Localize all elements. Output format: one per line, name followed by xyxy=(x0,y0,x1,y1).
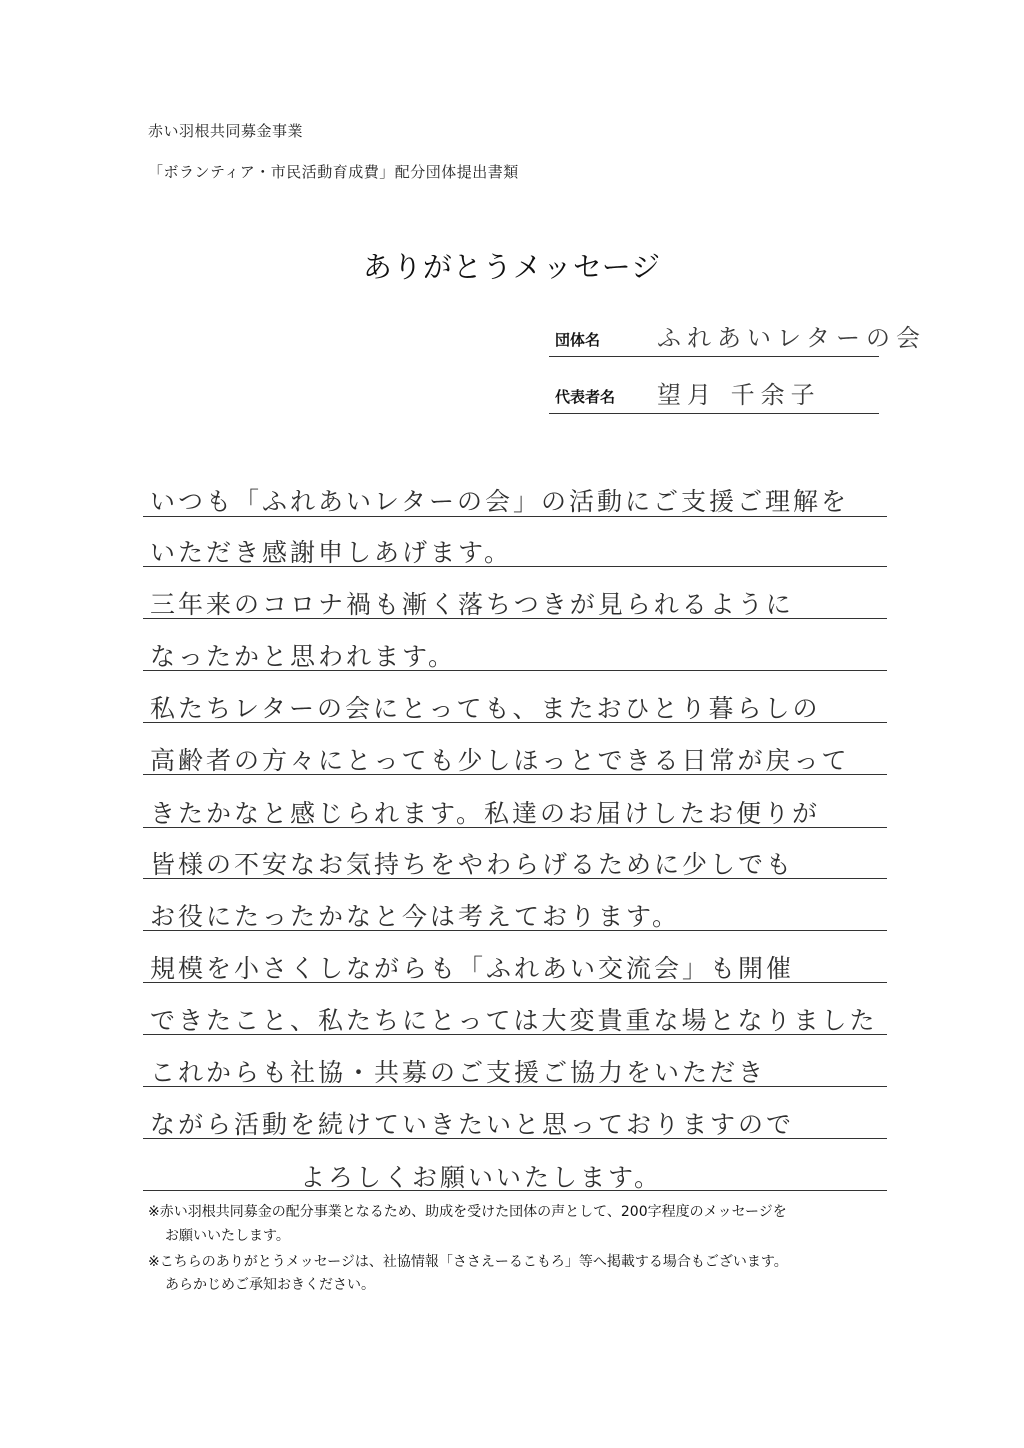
organization-label: 団体名 xyxy=(555,331,601,349)
message-line: 規模を小さくしながらも「ふれあい交流会」も開催 xyxy=(150,954,795,983)
message-line: お役にたったかなと今は考えております。 xyxy=(150,902,681,931)
document-type: 「ボランティア・市民活動育成費」配分団体提出書類 xyxy=(148,163,519,181)
message-line: ながら活動を続けていきたいと思っておりますので xyxy=(150,1110,795,1139)
message-line: 皆様の不安なお気持ちをやわらげるために少しでも xyxy=(150,850,795,879)
representative-field xyxy=(549,373,879,414)
message-line: 私たちレターの会にとっても、またおひとり暮らしの xyxy=(150,694,821,723)
message-line: これからも社協・共募のご支援ご協力をいただき xyxy=(150,1058,767,1087)
footnote: あらかじめご承知おきください。 xyxy=(165,1277,375,1293)
representative-label: 代表者名 xyxy=(555,388,616,406)
message-line: いつも「ふれあいレターの会」の活動にご支援ご理解を xyxy=(150,487,850,516)
organization-value: ふれあいレターの会 xyxy=(657,324,927,352)
message-line: 高齢者の方々にとっても少しほっとできる日常が戻って xyxy=(150,746,850,775)
message-line: できたこと、私たちにとっては大変貴重な場となりました xyxy=(150,1006,878,1035)
message-line: いただき感謝申しあげます。 xyxy=(150,538,513,567)
message-line: きたかなと感じられます。私達のお届けしたお便りが xyxy=(150,799,821,828)
representative-value: 望月 千余子 xyxy=(657,381,821,409)
page-title: ありがとうメッセージ xyxy=(362,250,662,284)
footnote: お願いいたします。 xyxy=(165,1228,290,1244)
message-line: なったかと思われます。 xyxy=(150,642,457,671)
message-line: よろしくお願いいたします。 xyxy=(300,1163,663,1192)
organization-field xyxy=(549,316,927,357)
footnote: ※赤い羽根共同募金の配分事業となるため、助成を受けた団体の声として、200字程度のメッセージを xyxy=(148,1204,787,1220)
message-line: 三年来のコロナ禍も漸く落ちつきが見られるように xyxy=(150,590,794,619)
program-name: 赤い羽根共同募金事業 xyxy=(148,122,304,140)
footnote: ※こちらのありがとうメッセージは、社協情報「ささえーるこもろ」等へ掲載する場合もございます。 xyxy=(148,1254,788,1270)
